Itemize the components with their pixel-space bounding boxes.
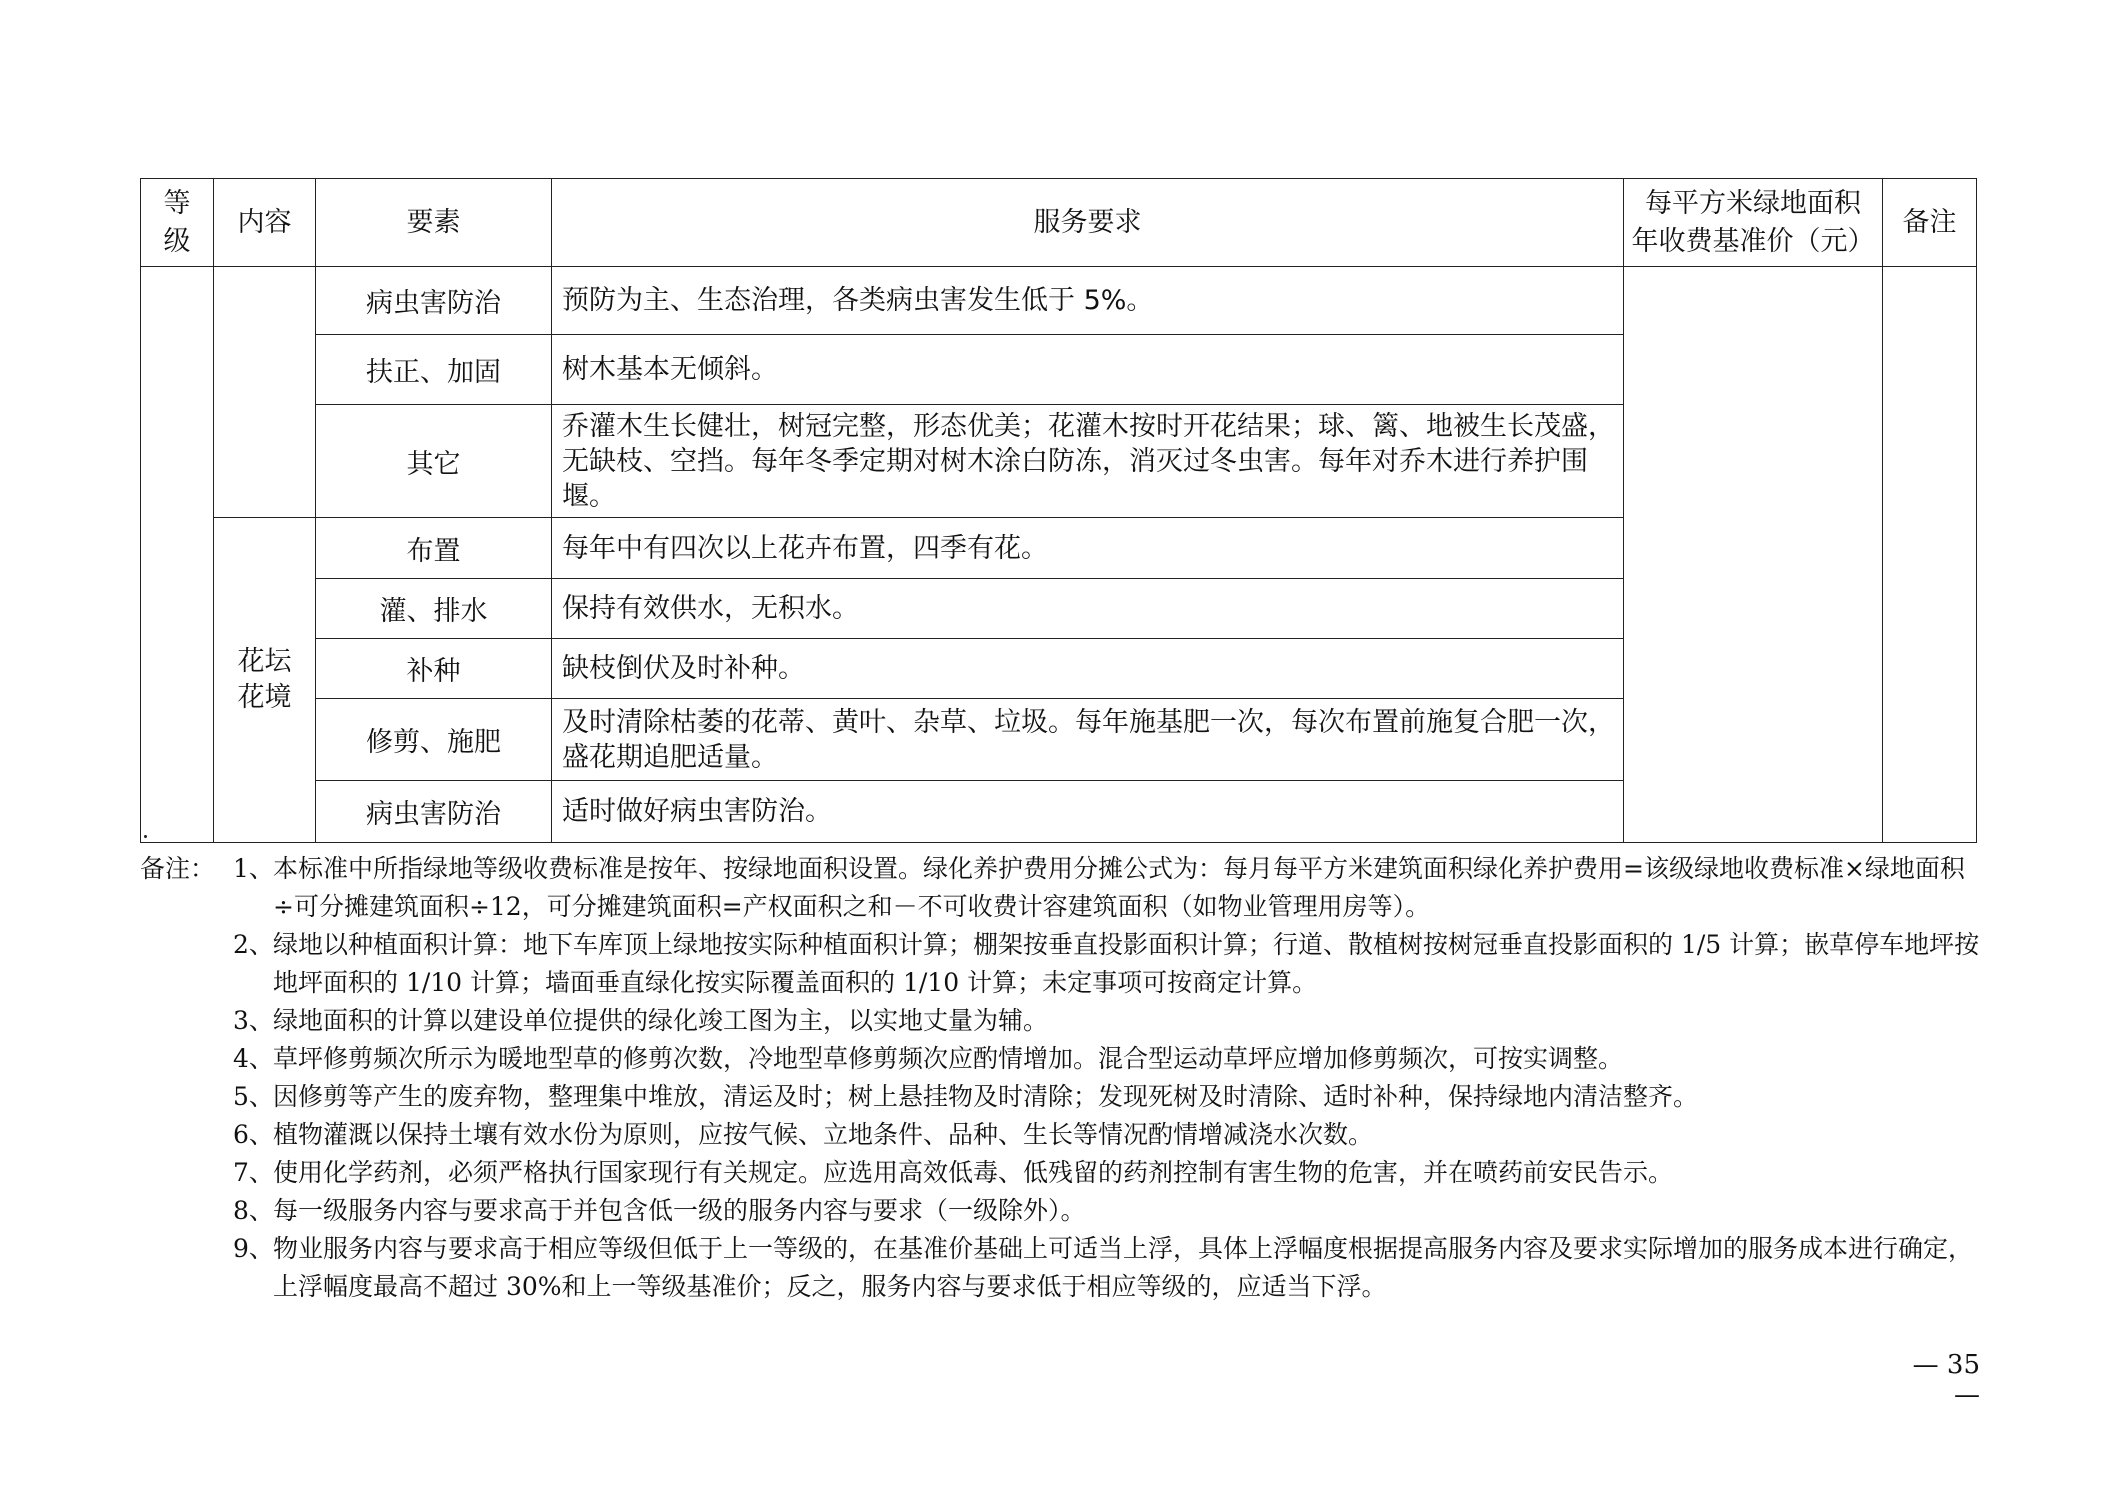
element-cell: 布置 [316, 518, 552, 579]
grade-cell [141, 267, 214, 843]
element-cell: 病虫害防治 [316, 267, 552, 335]
note-number: 9、 [233, 1234, 274, 1263]
note-number: 2、 [233, 930, 274, 959]
element-cell: 病虫害防治 [316, 781, 552, 843]
element-cell: 灌、排水 [316, 579, 552, 639]
note-item [140, 1116, 1980, 1154]
element-cell: 其它 [316, 405, 552, 518]
note-item [140, 850, 1980, 926]
note-item [140, 1192, 1980, 1230]
requirement-cell: 预防为主、生态治理，各类病虫害发生低于 5%。 [552, 267, 1624, 335]
note-number: 1、 [233, 854, 274, 883]
note-item [140, 1040, 1980, 1078]
element-cell: 修剪、施肥 [316, 699, 552, 781]
header-price: 每平方米绿地面积 年收费基准价（元） [1624, 179, 1883, 267]
note-text: 草坪修剪频次所示为暖地型草的修剪次数，冷地型草修剪频次应酌情增加。混合型运动草坪应增加修剪频次，可按实调整。 [273, 1044, 1624, 1073]
note-item [140, 1230, 1980, 1306]
note-item [140, 1078, 1980, 1116]
requirement-cell: 乔灌木生长健壮，树冠完整，形态优美；花灌木按时开花结果；球、篱、地被生长茂盛，无缺枝、空挡。每年冬季定期对树木涂白防冻，消灭过冬虫害。每年对乔木进行养护围堰。 [552, 405, 1624, 518]
note-item [140, 1154, 1980, 1192]
header-grade: 等 级 [141, 179, 214, 267]
element-cell: 补种 [316, 639, 552, 699]
note-number: 7、 [233, 1158, 274, 1187]
header-remark: 备注 [1883, 179, 1977, 267]
note-text: 绿地面积的计算以建设单位提供的绿化竣工图为主，以实地丈量为辅。 [273, 1006, 1049, 1035]
requirement-cell: 缺枝倒伏及时补种。 [552, 639, 1624, 699]
requirement-cell: 保持有效供水，无积水。 [552, 579, 1624, 639]
note-number: 4、 [233, 1044, 274, 1073]
table-row [141, 267, 1977, 335]
notes-prefix: 备注： [140, 854, 216, 883]
note-number: 6、 [233, 1120, 274, 1149]
note-text: 本标准中所指绿地等级收费标准是按年、按绿地面积设置。绿化养护费用分摊公式为：每月每平方米建筑面积绿化养护费用=该级绿地收费标准×绿地面积÷可分摊建筑面积÷12，可分摊建筑面积=产权面积之和－不可收费计容建筑面积（如物业管理用房等）。 [273, 854, 1965, 921]
header-requirement: 服务要求 [552, 179, 1624, 267]
requirement-cell: 树木基本无倾斜。 [552, 335, 1624, 405]
element-cell: 扶正、加固 [316, 335, 552, 405]
header-element: 要素 [316, 179, 552, 267]
stray-dot [144, 835, 147, 838]
notes-section [140, 850, 1980, 1306]
note-text: 植物灌溉以保持土壤有效水份为原则，应按气候、立地条件、品种、生长等情况酌情增减浇水次数。 [273, 1120, 1374, 1149]
content-cell-flowerbed: 花坛 花境 [214, 518, 316, 843]
note-number: 3、 [233, 1006, 274, 1035]
requirement-cell: 及时清除枯萎的花蒂、黄叶、杂草、垃圾。每年施基肥一次，每次布置前施复合肥一次，盛花期追肥适量。 [552, 699, 1624, 781]
note-text: 绿地以种植面积计算：地下车库顶上绿地按实际种植面积计算；棚架按垂直投影面积计算；行道、散植树按树冠垂直投影面积的 1/5 计算；嵌草停车地坪按地坪面积的 1/10 计算；墙面垂直绿化按实际覆盖面积的 1/10 计算；未定事项可按商定计算。 [273, 930, 1980, 997]
content-cell-previous [214, 267, 316, 518]
note-item [140, 1002, 1980, 1040]
note-text: 因修剪等产生的废弃物，整理集中堆放，清运及时；树上悬挂物及时清除；发现死树及时清除、适时补种，保持绿地内清洁整齐。 [273, 1082, 1699, 1111]
note-number: 8、 [233, 1196, 274, 1225]
page-number: — 35 — [1912, 1350, 1980, 1410]
header-content: 内容 [214, 179, 316, 267]
remark-cell [1883, 267, 1977, 843]
note-number: 5、 [233, 1082, 274, 1111]
requirement-cell: 适时做好病虫害防治。 [552, 781, 1624, 843]
service-standard-table [140, 178, 1977, 843]
note-text: 使用化学药剂，必须严格执行国家现行有关规定。应选用高效低毒、低残留的药剂控制有害生物的危害，并在喷药前安民告示。 [273, 1158, 1674, 1187]
price-cell [1624, 267, 1883, 843]
note-text: 物业服务内容与要求高于相应等级但低于上一等级的，在基准价基础上可适当上浮，具体上浮幅度根据提高服务内容及要求实际增加的服务成本进行确定，上浮幅度最高不超过 30%和上一等级基准价；反之，服务内容与要求低于相应等级的，应适当下浮。 [273, 1234, 1974, 1301]
requirement-cell: 每年中有四次以上花卉布置，四季有花。 [552, 518, 1624, 579]
note-text: 每一级服务内容与要求高于并包含低一级的服务内容与要求（一级除外）。 [273, 1196, 1086, 1225]
note-item [140, 926, 1980, 1002]
